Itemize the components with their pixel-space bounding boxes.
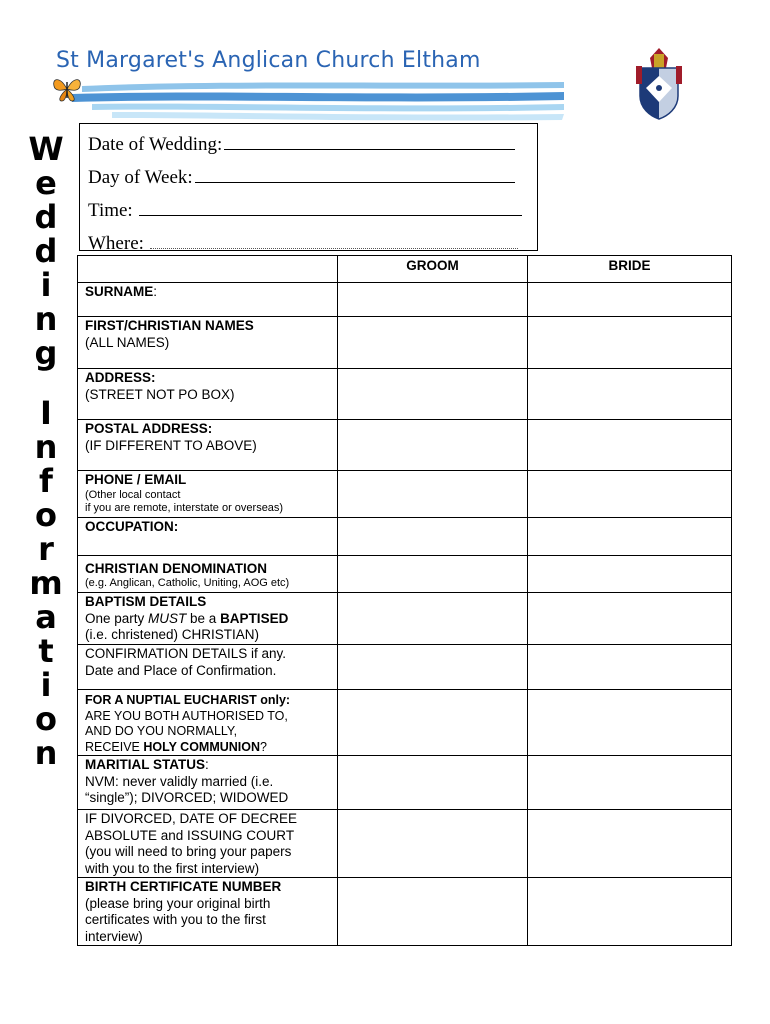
church-name: St Margaret's Anglican Church Eltham: [56, 48, 481, 73]
groom-names-field[interactable]: [338, 317, 528, 369]
address-label: ADDRESS: (STREET NOT PO BOX): [78, 369, 338, 420]
bride-postal-address-field[interactable]: [528, 420, 732, 471]
side-title-letter: n: [34, 734, 58, 772]
day-of-week-label: Day of Week:: [88, 167, 193, 188]
table-row-surname: [78, 283, 732, 317]
side-title-letter: o: [35, 700, 57, 738]
table-row-baptism: [78, 593, 732, 645]
groom-occupation-field[interactable]: [338, 518, 528, 556]
side-title-letter: i: [40, 266, 52, 304]
table-header-row: [78, 256, 732, 283]
table-row-postal-address: [78, 420, 732, 471]
side-title-letter: d: [34, 198, 58, 236]
bride-birth-certificate-field[interactable]: [528, 878, 732, 946]
table-row-eucharist: [78, 690, 732, 756]
groom-confirmation-field[interactable]: [338, 645, 528, 690]
table-row-names: [78, 317, 732, 369]
birth-certificate-label: BIRTH CERTIFICATE NUMBER (please bring your original birth certificates with you to the first interview): [78, 878, 338, 946]
side-title-wedding-information: [24, 132, 68, 770]
bride-eucharist-field[interactable]: [528, 690, 732, 756]
where-label: Where:: [88, 233, 144, 254]
bride-phone-email-field[interactable]: [528, 471, 732, 518]
wedding-information-table: [77, 255, 732, 946]
groom-surname-field[interactable]: [338, 283, 528, 317]
postal-address-label: POSTAL ADDRESS: (IF DIFFERENT TO ABOVE): [78, 420, 338, 471]
day-of-week-field[interactable]: [195, 168, 515, 183]
groom-postal-address-field[interactable]: [338, 420, 528, 471]
groom-phone-email-field[interactable]: [338, 471, 528, 518]
time-field[interactable]: [139, 201, 522, 216]
time-label: Time:: [88, 200, 133, 221]
table-row-occupation: [78, 518, 732, 556]
header-label-cell: [78, 256, 338, 283]
groom-eucharist-field[interactable]: [338, 690, 528, 756]
bride-header: BRIDE: [528, 256, 732, 283]
where-line: [88, 233, 518, 255]
date-of-wedding-label: Date of Wedding:: [88, 134, 223, 155]
table-row-marital-status: [78, 756, 732, 810]
table-row-confirmation: [78, 645, 732, 690]
side-title-letter: n: [34, 428, 58, 466]
side-title-letter: o: [35, 496, 57, 534]
wedding-details-box: [79, 123, 538, 254]
side-title-letter: d: [34, 232, 58, 270]
groom-divorce-field[interactable]: [338, 810, 528, 878]
table-row-denomination: [78, 556, 732, 593]
side-title-letter: t: [38, 632, 54, 670]
marital-status-label: MARITIAL STATUS: NVM: never validly married (i.e. “single”); DIVORCED; WIDOWED: [78, 756, 338, 810]
table-row-divorce: [78, 810, 732, 878]
table-row-birth-certificate: [78, 878, 732, 946]
bride-address-field[interactable]: [528, 369, 732, 420]
groom-baptism-field[interactable]: [338, 593, 528, 645]
confirmation-label: CONFIRMATION DETAILS if any. Date and Place of Confirmation.: [78, 645, 338, 690]
side-title-letter: e: [35, 164, 57, 202]
denomination-label: CHRISTIAN DENOMINATION (e.g. Anglican, Catholic, Uniting, AOG etc): [78, 556, 338, 593]
occupation-label: OCCUPATION:: [78, 518, 338, 556]
side-title-letter: n: [34, 300, 58, 338]
side-title-letter: g: [34, 334, 58, 372]
side-title-letter: r: [38, 530, 54, 568]
groom-address-field[interactable]: [338, 369, 528, 420]
side-title-letter: m: [29, 564, 63, 602]
diocese-crest-icon: [632, 46, 686, 120]
side-title-letter: I: [40, 394, 52, 432]
baptism-label: BAPTISM DETAILS One party MUST be a BAPTISED (i.e. christened) CHRISTIAN): [78, 593, 338, 645]
day-of-week-line: [88, 167, 515, 189]
bride-occupation-field[interactable]: [528, 518, 732, 556]
bride-marital-status-field[interactable]: [528, 756, 732, 810]
bride-names-field[interactable]: [528, 317, 732, 369]
bride-surname-field[interactable]: [528, 283, 732, 317]
time-line: [88, 200, 522, 222]
table-row-phone-email: [78, 471, 732, 518]
table-row-address: [78, 369, 732, 420]
groom-birth-certificate-field[interactable]: [338, 878, 528, 946]
side-title-letter: i: [40, 666, 52, 704]
surname-label: SURNAME:: [78, 283, 338, 317]
bride-divorce-field[interactable]: [528, 810, 732, 878]
wave-banner-graphic: [52, 72, 567, 122]
eucharist-label: FOR A NUPTIAL EUCHARIST only: ARE YOU BOTH AUTHORISED TO, AND DO YOU NORMALLY, RECEIVE HOLY COMMUNION?: [78, 690, 338, 756]
bride-denomination-field[interactable]: [528, 556, 732, 593]
side-title-letter: a: [35, 598, 57, 636]
butterfly-icon: [50, 74, 84, 104]
date-of-wedding-line: [88, 134, 515, 156]
side-title-letter: f: [39, 462, 53, 500]
divorce-label: IF DIVORCED, DATE OF DECREE ABSOLUTE and ISSUING COURT (you will need to bring your papers with you to the first interview): [78, 810, 338, 878]
groom-marital-status-field[interactable]: [338, 756, 528, 810]
bride-confirmation-field[interactable]: [528, 645, 732, 690]
groom-denomination-field[interactable]: [338, 556, 528, 593]
where-field[interactable]: [150, 234, 518, 249]
bride-baptism-field[interactable]: [528, 593, 732, 645]
side-title-letter: W: [28, 130, 64, 168]
names-label: FIRST/CHRISTIAN NAMES (ALL NAMES): [78, 317, 338, 369]
phone-email-label: PHONE / EMAIL (Other local contact if you are remote, interstate or overseas): [78, 471, 338, 518]
date-of-wedding-field[interactable]: [224, 135, 515, 150]
groom-header: GROOM: [338, 256, 528, 283]
